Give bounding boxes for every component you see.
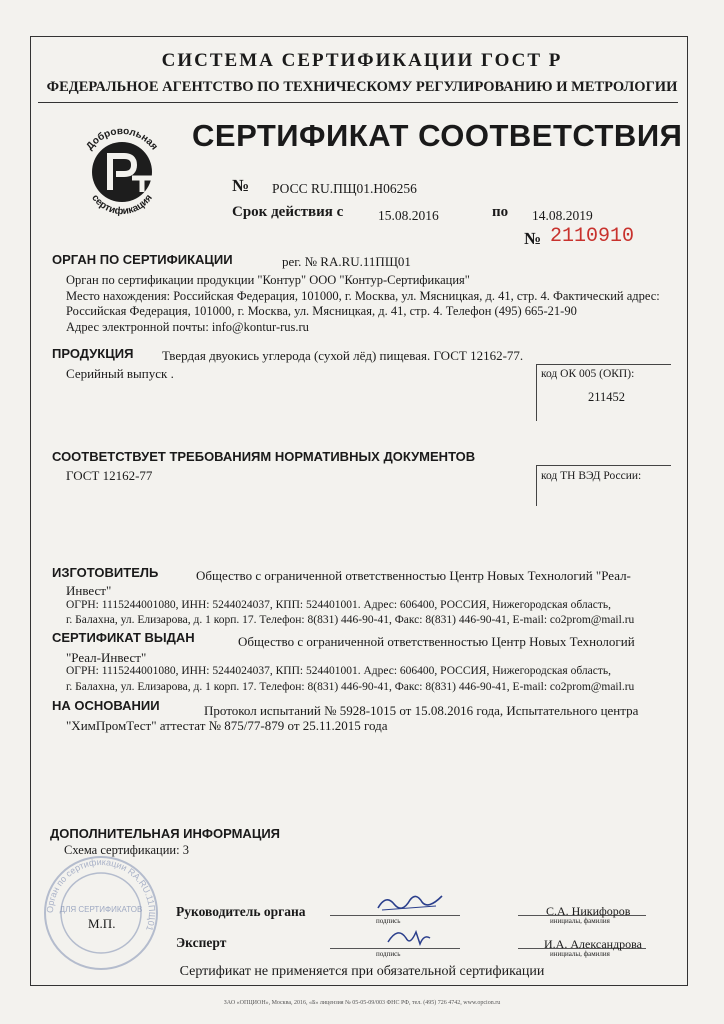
number-sign: № xyxy=(232,176,250,195)
gost-r-logo-mark xyxy=(72,120,172,220)
blank-serial-number: 2110910 xyxy=(550,225,635,248)
certificate-number: РОСС RU.ПЩ01.Н06256 xyxy=(272,181,417,196)
compliance-heading: СООТВЕТСТВУЕТ ТРЕБОВАНИЯМ НОРМАТИВНЫХ ДОКУМЕНТОВ xyxy=(52,449,476,464)
blank-number-sign: № xyxy=(524,229,542,248)
validity-to-label: по xyxy=(492,204,509,220)
organ-line-1: Орган по сертификации продукции "Контур" ООО "Контур-Сертификация" xyxy=(66,273,470,287)
expert-name: И.А. Александрова xyxy=(544,937,643,951)
footer-note: Сертификат не применяется при обязательной сертификации xyxy=(179,964,545,979)
manufacturer-heading: ИЗГОТОВИТЕЛЬ xyxy=(52,565,159,580)
certification-scheme: Схема сертификации: 3 xyxy=(64,843,189,857)
organ-line-2: Место нахождения: Российская Федерация, 101000, г. Москва, ул. Мясницкая, д. 41, стр. 4. Фактический адрес: xyxy=(66,289,660,303)
issued-heading: СЕРТИФИКАТ ВЫДАН xyxy=(52,630,195,645)
manufacturer-details-1: ОГРН: 1115244001080, ИНН: 5244024037, КПП: 524401001. Адрес: 606400, РОССИЯ, Нижегородская область, xyxy=(66,599,611,611)
organ-line-3: Российская Федерация, 101000, г. Москва, ул. Мясницкая, д. 41, стр. 4. Телефон (495) 665-21-90 xyxy=(66,304,577,318)
compliance-document: ГОСТ 12162-77 xyxy=(66,468,153,483)
expert-sign-caption: подпись xyxy=(376,950,401,958)
organ-reg-number: рег. № RA.RU.11ПЩ01 xyxy=(282,254,411,269)
basis-line-2: "ХимПромТест" аттестат № 875/77-879 от 25.11.2015 года xyxy=(66,718,388,733)
head-of-organ-label: Руководитель органа xyxy=(176,904,306,919)
svg-text:сертификация: сертификация xyxy=(89,192,155,218)
manufacturer-details-2: г. Балахна, ул. Елизарова, д. 1 корп. 17. Телефон: 8(831) 446-90-41, Факс: 8(831) 446-90-41, E-mail: co2prom@mail.ru xyxy=(66,614,635,626)
tnved-label: код ТН ВЭД России: xyxy=(541,470,642,482)
basis-heading: НА ОСНОВАНИИ xyxy=(52,698,160,713)
stamp-mp-label: М.П. xyxy=(88,916,116,931)
okp-label: код ОК 005 (ОКП): xyxy=(541,368,635,380)
issued-details-1: ОГРН: 1115244001080, ИНН: 5244024037, КПП: 524401001. Адрес: 606400, РОССИЯ, Нижегородская область, xyxy=(66,665,611,677)
system-title: СИСТЕМА СЕРТИФИКАЦИИ ГОСТ Р xyxy=(161,50,563,71)
gost-r-logo xyxy=(72,120,172,220)
product-name: Твердая двуокись углерода (сухой лёд) пищевая. ГОСТ 12162-77. xyxy=(162,348,524,363)
validity-from: 15.08.2016 xyxy=(378,208,439,223)
svg-text:Добровольная: Добровольная xyxy=(84,125,160,153)
product-heading: ПРОДУКЦИЯ xyxy=(52,346,134,361)
basis-line-1: Протокол испытаний № 5928-1015 от 15.08.2016 года, Испытательного центра xyxy=(204,703,639,718)
head-name: С.А. Никифоров xyxy=(546,904,631,918)
head-sign-caption: подпись xyxy=(376,917,401,925)
product-series: Серийный выпуск . xyxy=(66,366,174,381)
header-divider xyxy=(38,102,678,103)
issued-name-cont: "Реал-Инвест" xyxy=(66,650,147,665)
organ-line-4: Адрес электронной почты: info@kontur-rus.ru xyxy=(66,320,309,334)
printer-imprint: ЗАО «ОПЦИОН», Москва, 2016, «Б» лицензия № 05-05-09/003 ФНС РФ, тел. (495) 726 4742, www.opcion.ru xyxy=(223,1000,501,1006)
okp-value: 211452 xyxy=(588,390,626,404)
agency-title: ФЕДЕРАЛЬНОЕ АГЕНТСТВО ПО ТЕХНИЧЕСКОМУ РЕГУЛИРОВАНИЮ И МЕТРОЛОГИИ xyxy=(46,79,678,95)
expert-label: Эксперт xyxy=(176,935,227,950)
official-stamp xyxy=(42,854,160,972)
validity-to: 14.08.2019 xyxy=(532,208,593,223)
issued-name: Общество с ограниченной ответственностью Центр Новых Технологий xyxy=(238,634,635,649)
issued-details-2: г. Балахна, ул. Елизарова, д. 1 корп. 17. Телефон: 8(831) 446-90-41, Факс: 8(831) 446-90-41, E-mail: co2prom@mail.ru xyxy=(66,681,635,693)
expert-name-caption: инициалы, фамилия xyxy=(550,950,610,958)
manufacturer-name-cont: Инвест" xyxy=(66,583,112,598)
organ-heading: ОРГАН ПО СЕРТИФИКАЦИИ xyxy=(52,252,233,267)
svg-text:ДЛЯ СЕРТИФИКАТОВ: ДЛЯ СЕРТИФИКАТОВ xyxy=(59,905,143,914)
head-name-caption: инициалы, фамилия xyxy=(550,917,610,925)
additional-heading: ДОПОЛНИТЕЛЬНАЯ ИНФОРМАЦИЯ xyxy=(50,826,281,841)
certificate-title: СЕРТИФИКАТ СООТВЕТСТВИЯ xyxy=(192,118,683,153)
stamp-icon xyxy=(42,854,160,972)
validity-label: Срок действия с xyxy=(232,204,344,220)
manufacturer-name: Общество с ограниченной ответственностью Центр Новых Технологий "Реал- xyxy=(196,568,631,583)
svg-text:Орган по сертификации RA.RU.11: Орган по сертификации RA.RU.11ПЩ01 xyxy=(44,856,158,933)
